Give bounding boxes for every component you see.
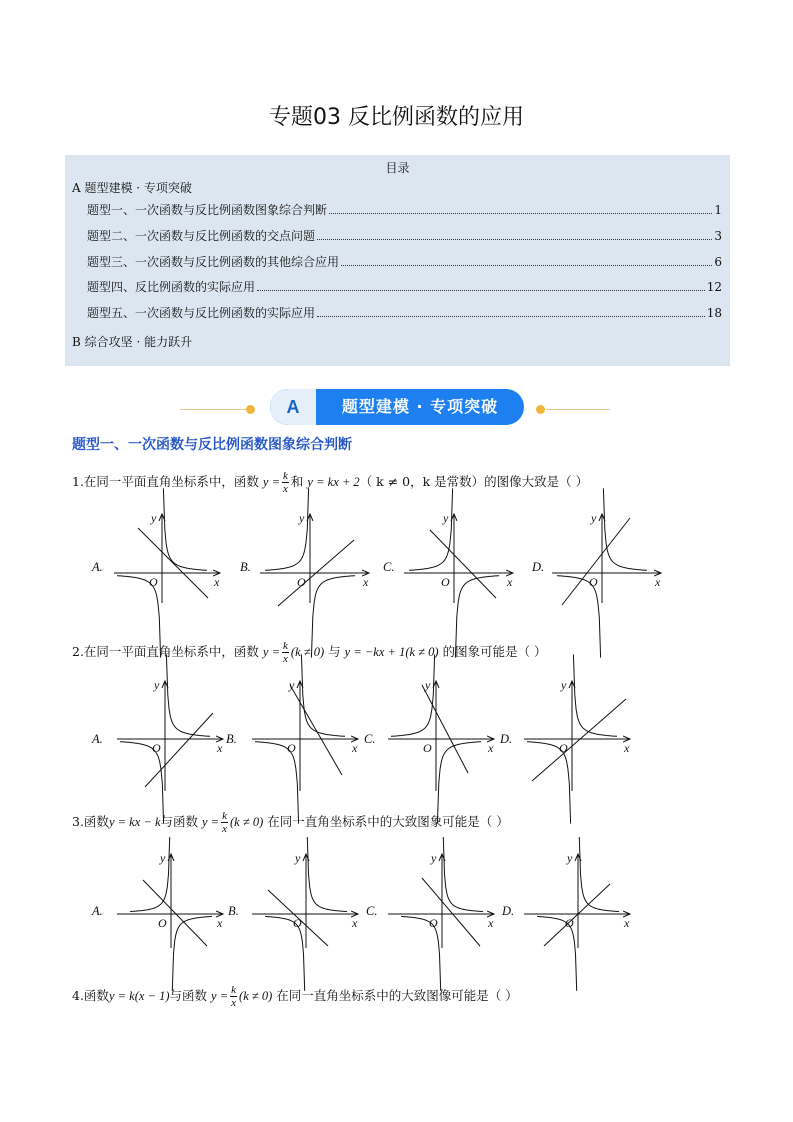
q1-option-c[interactable]: C. (383, 560, 395, 574)
q3-option-a[interactable]: A. (92, 904, 103, 918)
q1-option-b[interactable]: B. (240, 560, 251, 574)
hyperbola-branch (409, 488, 453, 570)
toc-item[interactable]: 题型四、反比例函数的实际应用 12 (87, 280, 722, 294)
x-label: x (352, 916, 358, 930)
question-1: 1.在同一平面直角坐标系中，函数 y = $\frac{k}{x}$ 和 y = kx + 2（ k ≠ 0，k 是常数）的图像大致是（ ） (72, 470, 589, 495)
origin-label: O (565, 916, 574, 930)
banner-dot-right (536, 405, 545, 414)
y-label: y (443, 511, 449, 525)
toc-item[interactable]: 题型一、一次函数与反比例函数图象综合判断 1 (87, 203, 722, 217)
origin-label: O (559, 741, 568, 755)
hyperbola-branch (130, 837, 170, 912)
hyperbola-branch (391, 654, 435, 736)
x-label: x (217, 916, 223, 930)
q2-option-b[interactable]: B. (226, 732, 237, 746)
banner-line-right (546, 409, 610, 410)
linear-line (422, 685, 468, 773)
q2-graph-c (386, 677, 498, 793)
x-label: x (624, 741, 630, 755)
y-label: y (431, 851, 437, 865)
x-label: x (352, 741, 358, 755)
linear-line (544, 884, 610, 946)
toc-heading: 目录 (385, 161, 410, 175)
question-2: 2.在同一平面直角坐标系中，函数 y = $\frac{k}{x}$ (k ≠ 0) 与 y = −kx + 1(k ≠ 0) 的图象可能是（ ） (72, 640, 547, 665)
origin-label: O (589, 575, 598, 589)
table-of-contents (65, 155, 730, 366)
x-label: x (363, 575, 369, 589)
q2-option-a[interactable]: A. (92, 732, 103, 746)
hyperbola-branch (301, 654, 345, 736)
banner-text: 题型建模 · 专项突破 (341, 397, 499, 416)
origin-label: O (441, 575, 450, 589)
question-3: 3.函数y = kx − k与函数 y = $\frac{k}{x}$ (k ≠ 0) 在同一直角坐标系中的大致图象可能是（ ） (72, 810, 509, 835)
q1-graph-c (402, 510, 517, 605)
origin-label: O (287, 741, 296, 755)
hyperbola-branch (573, 654, 617, 736)
linear-line (532, 699, 626, 781)
hyperbola-branch (579, 837, 619, 912)
banner-pill (270, 389, 524, 425)
y-label: y (299, 511, 305, 525)
q3-option-d[interactable]: D. (502, 904, 515, 918)
linear-line (290, 685, 342, 775)
y-label: y (425, 678, 431, 692)
origin-label: O (429, 916, 438, 930)
toc-section-a[interactable]: A 题型建模 · 专项突破 (72, 181, 192, 195)
q2-option-d[interactable]: D. (500, 732, 513, 746)
q3-graph-a (115, 850, 227, 950)
toc-section-b[interactable]: B 综合攻坚 · 能力跃升 (72, 335, 193, 349)
hyperbola-branch (163, 488, 207, 570)
x-label: x (655, 575, 661, 589)
question-4: 4.函数y = k(x − 1)与函数 y = $\frac{k}{x}$ (k ≠ 0) 在同一直角坐标系中的大致图像可能是（ ） (72, 984, 518, 1009)
hyperbola-branch (603, 488, 647, 570)
x-label: x (488, 916, 494, 930)
y-label: y (561, 678, 567, 692)
origin-label: O (158, 916, 167, 930)
origin-label: O (149, 575, 158, 589)
banner-letter: A (270, 389, 316, 425)
y-label: y (154, 678, 160, 692)
page-title: 专题03 反比例函数的应用 (269, 105, 524, 130)
q3-graph-b (250, 850, 362, 950)
y-label: y (160, 851, 166, 865)
hyperbola-branch (307, 837, 347, 912)
x-label: x (488, 741, 494, 755)
q1-graph-a (112, 510, 224, 605)
y-label: y (591, 511, 597, 525)
q2-option-c[interactable]: C. (364, 732, 376, 746)
x-label: x (217, 741, 223, 755)
q2-graph-b (250, 677, 362, 793)
toc-item[interactable]: 题型二、一次函数与反比例函数的交点问题 3 (87, 229, 722, 243)
hyperbola-branch (443, 837, 483, 912)
toc-item[interactable]: 题型五、一次函数与反比例函数的实际应用 18 (87, 306, 722, 320)
linear-line (143, 880, 207, 946)
origin-label: O (152, 741, 161, 755)
x-label: x (214, 575, 220, 589)
banner-line-left (180, 409, 246, 410)
linear-line (422, 878, 480, 946)
q1-option-d[interactable]: D. (532, 560, 545, 574)
hyperbola-branch (172, 916, 212, 991)
q3-graph-d (522, 850, 634, 950)
origin-label: O (297, 575, 306, 589)
y-label: y (289, 678, 295, 692)
origin-label: O (423, 741, 432, 755)
q1-graph-b (258, 510, 373, 605)
y-label: y (295, 851, 301, 865)
hyperbola-branch (265, 488, 309, 570)
x-label: x (624, 916, 630, 930)
section-title: 题型一、一次函数与反比例函数图象综合判断 (72, 437, 352, 453)
q3-graph-c (386, 850, 498, 950)
banner-dot-left (246, 405, 255, 414)
q1-option-a[interactable]: A. (92, 560, 103, 574)
q2-graph-a (115, 677, 227, 793)
q2-graph-d (522, 677, 634, 793)
x-label: x (507, 575, 513, 589)
q3-option-b[interactable]: B. (228, 904, 239, 918)
q3-option-c[interactable]: C. (366, 904, 378, 918)
q1-graph-d (550, 510, 665, 605)
toc-item[interactable]: 题型三、一次函数与反比例函数的其他综合应用 6 (87, 255, 722, 269)
y-label: y (567, 851, 573, 865)
origin-label: O (293, 916, 302, 930)
section-banner (180, 388, 610, 428)
y-label: y (151, 511, 157, 525)
